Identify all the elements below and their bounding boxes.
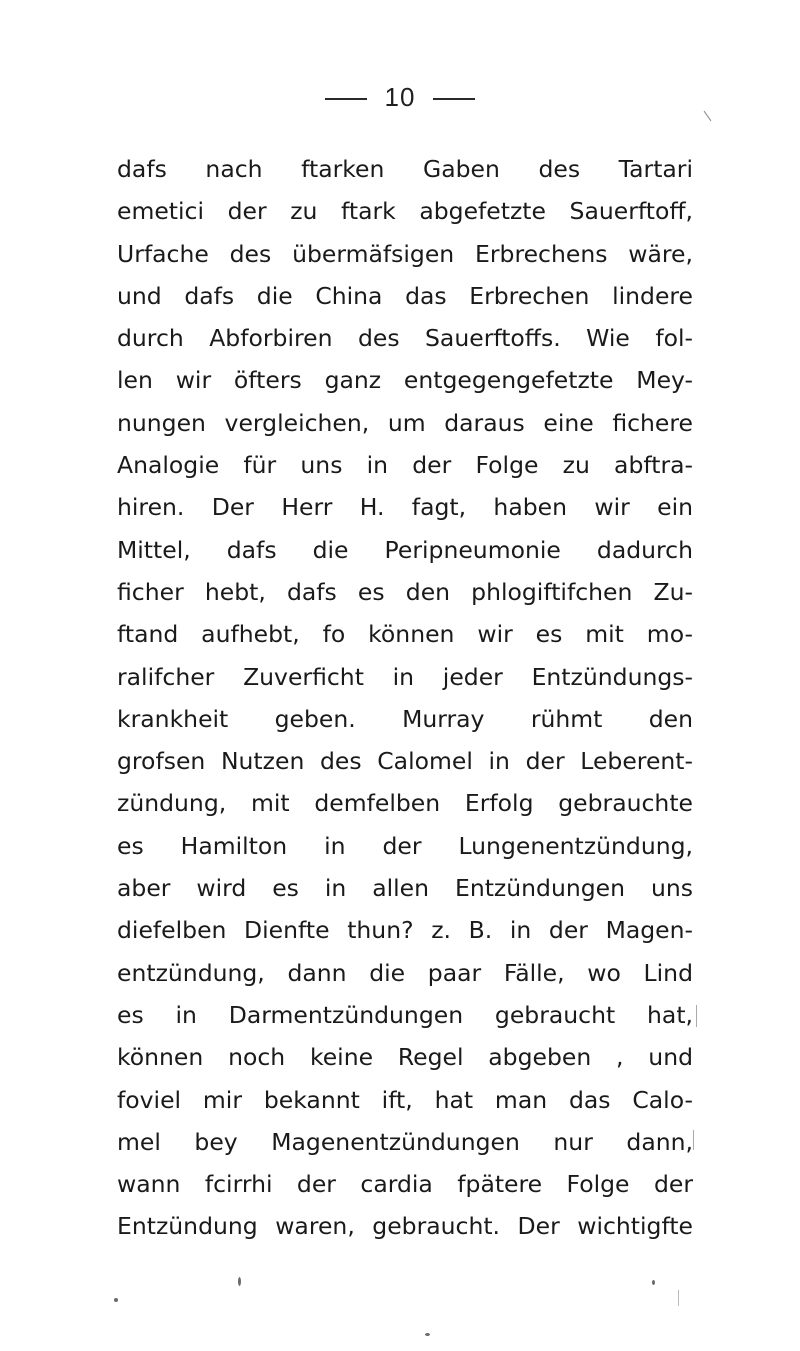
page-number: 10 [384,82,416,112]
text-line: emetici der zu ftark abgefetzte Sauerftoff, [117,197,693,226]
text-line: krankheit geben. Murray rühmt den [117,704,693,733]
text-line: diefelben Dienfte thun? z. B. in der Magen- [117,916,693,945]
scan-mark [696,1005,697,1027]
scan-speck [652,1280,655,1285]
text-line: dafs nach ftarken Gaben des Tartari [117,155,693,183]
text-line: Analogie für uns in der Folge zu abftra- [117,451,693,480]
text-line: zündung, mit demfelben Erfolg gebrauchte [117,789,693,818]
text-line: wann fcirrhi der cardia fpätere Folge der [117,1170,693,1199]
scan-mark [693,1130,694,1150]
text-line: es Hamilton in der Lungenentzündung, [117,831,693,860]
text-line: Urfache des übermäfsigen Erbrechens wäre, [117,239,693,268]
text-line: grofsen Nutzen des Calomel in der Leberent- [117,747,693,776]
text-line: können noch keine Regel abgeben , und [117,1043,693,1072]
text-line: len wir öfters ganz entgegengefetzte Mey- [117,366,693,395]
scan-mark [678,1290,679,1306]
text-line: ficher hebt, dafs es den phlogiftifchen Zu- [117,577,693,606]
text-line: entzündung, dann die paar Fälle, wo Lind [117,958,693,987]
page-header [0,82,800,113]
text-line: Entzündung waren, gebraucht. Der wichtigfte [117,1212,693,1241]
text-line: aber wird es in allen Entzündungen uns [117,874,693,903]
text-line: nungen vergleichen, um daraus eine fichere [117,408,693,437]
scan-speck [425,1333,430,1336]
text-line: es in Darmentzündungen gebraucht hat, [117,1000,693,1029]
header-dash-left [325,98,367,100]
text-line: ftand aufhebt, fo können wir es mit mo- [117,620,693,649]
text-line: Mittel, dafs die Peripneumonie dadurch [117,535,693,564]
text-line: foviel mir bekannt ift, hat man das Calo- [117,1085,693,1114]
text-line: ralifcher Zuverficht in jeder Entzündungs- [117,662,693,691]
body-text [117,148,693,1248]
scan-speck [238,1277,241,1286]
text-line: hiren. Der Herr H. fagt, haben wir ein [117,493,693,522]
scan-speck [114,1298,118,1302]
text-line: mel bey Magenentzündungen nur dann, [117,1127,693,1156]
text-line: und dafs die China das Erbrechen lindere [117,281,693,310]
text-line: durch Abforbiren des Sauerftoffs. Wie fol- [117,324,693,353]
header-dash-right [433,98,475,100]
